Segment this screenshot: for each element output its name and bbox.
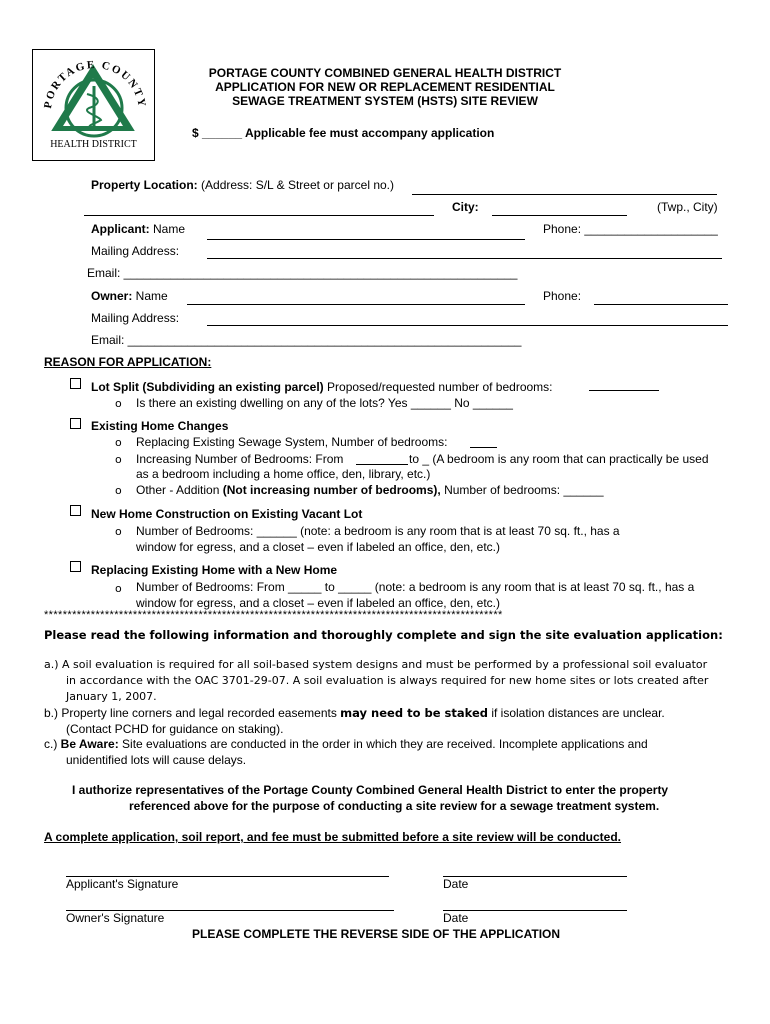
fee-notice: $ ______ Applicable fee must accompany application (192, 126, 495, 140)
replacing-home-bedrooms-item-cont: window for egress, and a closet – even if labeled an office, den, etc.) (136, 596, 500, 610)
increasing-bedrooms-item-cont: to _ (A bedroom is any room that can practically be used (409, 452, 709, 466)
lot-split-checkbox[interactable] (70, 378, 81, 389)
bullet-icon: o (115, 436, 122, 449)
header-line-2: APPLICATION FOR NEW OR REPLACEMENT RESIDENTIAL (215, 80, 555, 94)
applicant-mailing-label: Mailing Address: (91, 244, 180, 258)
bullet-icon: o (115, 397, 122, 410)
info-a-line2: in accordance with the OAC 3701-29-07. A soil evaluation is always required for new home sites or lots created after (66, 674, 709, 687)
bullet-icon: o (115, 484, 122, 497)
vacant-lot-checkbox[interactable] (70, 505, 81, 516)
applicant-date-line[interactable] (443, 876, 627, 877)
property-location-label: Property Location: (Address: S/L & Street or parcel no.) (91, 178, 394, 192)
owner-date-label: Date (443, 911, 469, 925)
info-c-line1: c.) Be Aware: Site evaluations are conducted in the order in which they are received. Incomplete applications and (44, 737, 648, 751)
owner-signature-label: Owner's Signature (66, 911, 165, 925)
separator-stars: ************************************************************************************************** (44, 609, 503, 621)
health-district-logo (32, 49, 155, 161)
increasing-bedrooms-item-cont2: as a bedroom including a home office, den, library, etc.) (136, 467, 431, 481)
owner-email[interactable]: Email: ___________________________________________________________ (91, 333, 522, 347)
applicant-email[interactable]: Email: ___________________________________________________________ (87, 266, 518, 280)
city-label: City: (452, 200, 479, 214)
info-a-line1: a.) A soil evaluation is required for all soil-based system designs and must be performed by a professional soil evaluator (44, 658, 708, 671)
lot-split-dwelling-question: Is there an existing dwelling on any of the lots? Yes ______ No ______ (136, 396, 513, 410)
property-location-field[interactable] (412, 194, 717, 195)
submission-notice: A complete application, soil report, and fee must be submitted before a site review will be conducted. (44, 830, 622, 844)
logo-caption: HEALTH DISTRICT (50, 139, 137, 150)
existing-home-checkbox[interactable] (70, 418, 81, 429)
owner-phone-label: Phone: (543, 289, 582, 303)
replacing-home-bedrooms-item: Number of Bedrooms: From _____ to _____ (note: a bedroom is any room that is at least 70 sq. ft., has a (136, 580, 695, 594)
applicant-phone[interactable]: Phone: ____________________ (543, 222, 718, 236)
info-b-line2: (Contact PCHD for guidance on staking). (66, 722, 284, 736)
owner-mailing-label: Mailing Address: (91, 311, 180, 325)
header-line-1: PORTAGE COUNTY COMBINED GENERAL HEALTH DISTRICT (208, 66, 562, 80)
applicant-name-field[interactable] (207, 239, 525, 240)
info-a-line3: January 1, 2007. (66, 690, 157, 703)
vacant-lot-bedrooms-item: Number of Bedrooms: ______ (note: a bedroom is any room that is at least 70 sq. ft., has a (136, 524, 620, 538)
bullet-icon: o (115, 453, 122, 466)
twp-city-label: (Twp., City) (657, 200, 718, 214)
svg-text:PORTAGE COUNTY: PORTAGE COUNTY (42, 58, 149, 110)
city-field[interactable] (492, 215, 627, 216)
authorization-line1: I authorize representatives of the Portage County Combined General Health District to enter the property (72, 783, 669, 797)
increasing-from-field[interactable] (356, 464, 408, 465)
vacant-lot-title: New Home Construction on Existing Vacant Lot (91, 507, 363, 521)
property-location-field-2[interactable] (84, 215, 434, 216)
applicant-signature-label: Applicant's Signature (66, 877, 179, 891)
lot-split-bedrooms-field[interactable] (589, 390, 659, 391)
info-heading: Please read the following information and thoroughly complete and sign the site evaluation application: (44, 628, 723, 642)
other-addition-item: Other - Addition (Not increasing number of bedrooms), Number of bedrooms: ______ (136, 483, 604, 497)
reason-heading: REASON FOR APPLICATION: (44, 355, 212, 369)
owner-label: Owner: Name (91, 289, 168, 303)
info-b-line1: b.) Property line corners and legal recorded easements may need to be staked if isolation distances are unclear. (44, 706, 665, 720)
existing-home-title: Existing Home Changes (91, 419, 229, 433)
increasing-bedrooms-item: Increasing Number of Bedrooms: From (136, 452, 344, 466)
authorization-line2: referenced above for the purpose of conducting a site review for a sewage treatment system. (129, 799, 660, 813)
vacant-lot-bedrooms-item-cont: window for egress, and a closet – even if labeled an office, den, etc.) (136, 540, 500, 554)
applicant-date-label: Date (443, 877, 469, 891)
info-c-line2: unidentified lots will cause delays. (66, 753, 247, 767)
applicant-mailing-field[interactable] (207, 258, 722, 259)
owner-phone-field[interactable] (594, 304, 728, 305)
applicant-label: Applicant: Name (91, 222, 186, 236)
replacing-home-title: Replacing Existing Home with a New Home (91, 563, 338, 577)
bullet-icon: o (115, 582, 122, 595)
owner-date-line[interactable] (443, 910, 627, 911)
header-line-3: SEWAGE TREATMENT SYSTEM (HSTS) SITE REVIEW (232, 94, 538, 108)
owner-name-field[interactable] (187, 304, 525, 305)
owner-mailing-field[interactable] (207, 325, 728, 326)
replacing-home-checkbox[interactable] (70, 561, 81, 572)
footer-notice: PLEASE COMPLETE THE REVERSE SIDE OF THE APPLICATION (192, 927, 561, 941)
replacing-system-bedrooms-field[interactable] (470, 447, 497, 448)
replacing-system-item: Replacing Existing Sewage System, Number of bedrooms: (136, 435, 448, 449)
lot-split-title: Lot Split (Subdividing an existing parcel) Proposed/requested number of bedrooms: (91, 380, 553, 394)
bullet-icon: o (115, 525, 122, 538)
